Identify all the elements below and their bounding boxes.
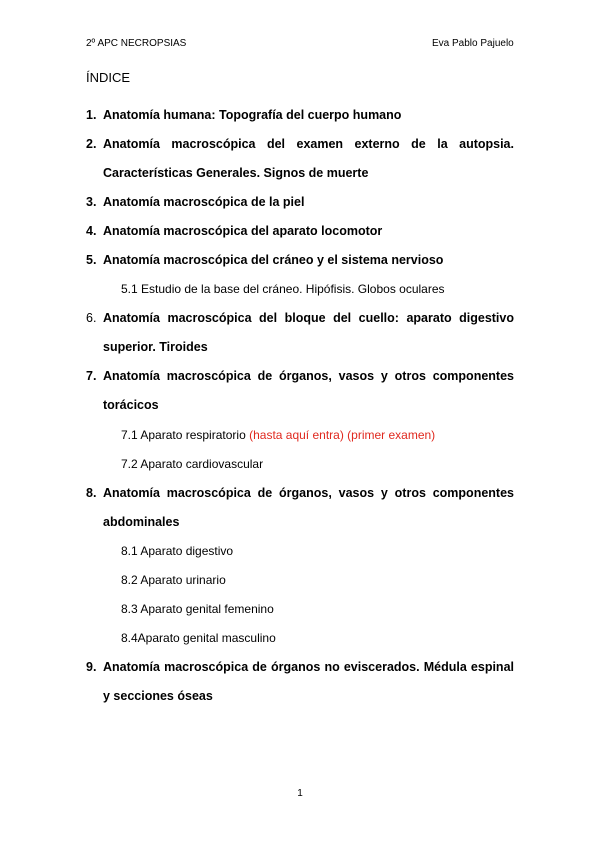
toc-text: Anatomía humana: Topografía del cuerpo humano [103,108,402,122]
toc-number: 2. [86,137,97,151]
toc-entry-4 [86,217,514,246]
toc-text: Anatomía macroscópica del cráneo y el sistema nervioso [103,253,444,267]
page-title: ÍNDICE [86,70,131,85]
toc-entry-9 [86,653,514,711]
toc-number: 7. [86,369,97,383]
toc-text: Anatomía macroscópica de órganos, vasos y otros componentes torácicos [103,369,514,412]
toc-entry-1 [86,101,514,130]
toc-text: Anatomía macroscópica del examen externo de la autopsia. Características Generales. Signos de muerte [103,137,514,180]
toc-sub-7-2: 7.2 Aparato cardiovascular [121,457,264,471]
toc-sub-8-2: 8.2 Aparato urinario [121,573,226,587]
toc-number: 8. [86,486,97,500]
toc-text: Anatomía macroscópica de órganos no eviscerados. Médula espinal y secciones óseas [103,660,514,703]
toc-sub-8-3: 8.3 Aparato genital femenino [121,602,274,616]
toc-entry-3 [86,188,514,217]
exam-note: (hasta aquí entra) (primer examen) [249,428,436,442]
toc-text: Anatomía macroscópica del bloque del cuello: aparato digestivo superior. Tiroides [103,311,514,354]
toc-number: 1. [86,108,97,122]
toc-number: 6. [86,311,97,325]
toc-sub-7-1 [121,421,435,450]
toc-sub-8-4: 8.4Aparato genital masculino [121,631,276,645]
toc-entry-6 [86,304,514,362]
toc-entry-2 [86,130,514,188]
toc-sub-5-1: 5.1 Estudio de la base del cráneo. Hipófisis. Globos oculares [121,282,445,296]
toc-number: 5. [86,253,97,267]
toc-entry-8 [86,479,514,537]
header-left: 2º APC NECROPSIAS [86,38,187,49]
toc-number: 9. [86,660,97,674]
toc-text: Anatomía macroscópica de órganos, vasos y otros componentes abdominales [103,486,514,529]
page-number: 1 [297,788,303,799]
header-right: Eva Pablo Pajuelo [432,38,514,49]
toc-text: Anatomía macroscópica de la piel [103,195,305,209]
toc-sub-text: 7.1 Aparato respiratorio [121,428,246,442]
toc-sub-8-1: 8.1 Aparato digestivo [121,544,234,558]
toc-entry-5 [86,246,514,275]
toc-number: 3. [86,195,97,209]
toc-number: 4. [86,224,97,238]
toc-entry-7 [86,362,514,420]
toc-text: Anatomía macroscópica del aparato locomotor [103,224,383,238]
